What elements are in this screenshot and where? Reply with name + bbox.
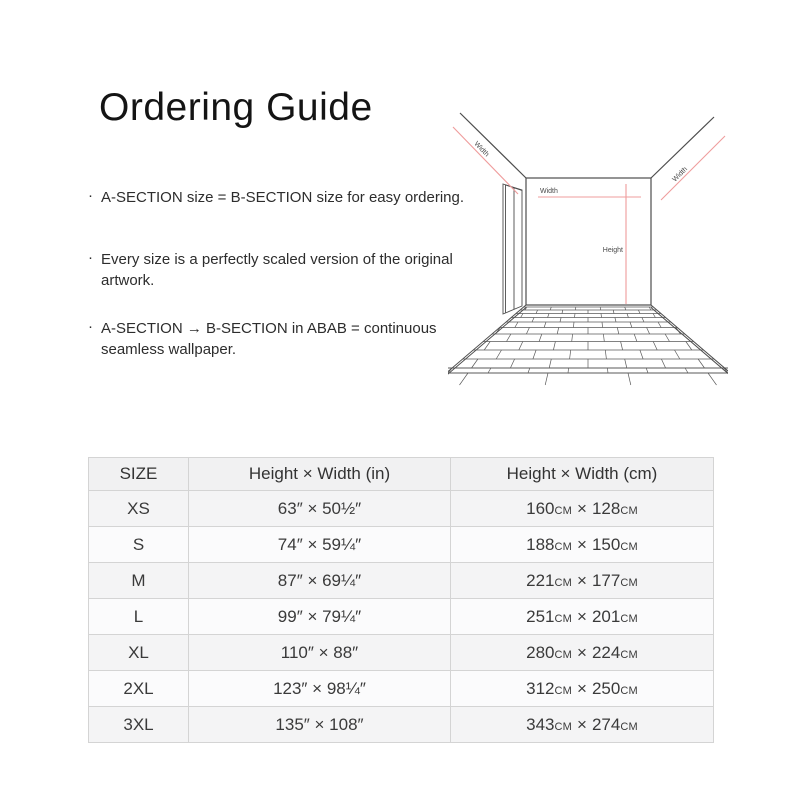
inches-cell: 123″ × 98¼″ <box>189 671 451 707</box>
table-row <box>89 491 714 527</box>
cm-cell: 221CM × 177CM <box>451 563 714 599</box>
table-row <box>89 599 714 635</box>
door <box>503 184 522 314</box>
bullet-text: A-SECTION size = B-SECTION size for easy ordering. <box>101 189 465 206</box>
width-label-back: Width <box>540 188 558 195</box>
inches-cell: 135″ × 108″ <box>189 707 451 743</box>
table-row <box>89 527 714 563</box>
inches-cell: 63″ × 50½″ <box>189 491 451 527</box>
bullet-item-ordering <box>88 187 464 208</box>
cm-cell: 280CM × 224CM <box>451 635 714 671</box>
bullet-marker: · <box>88 249 93 266</box>
size-cell: 2XL <box>89 671 189 707</box>
table-row <box>89 635 714 671</box>
bullet-text-line1: A-SECTION → B-SECTION in ABAB = continuous <box>101 320 437 337</box>
cm-cell: 251CM × 201CM <box>451 599 714 635</box>
cm-cell: 160CM × 128CM <box>451 491 714 527</box>
bullet-item-seamless <box>88 318 437 360</box>
table-row <box>89 707 714 743</box>
table-row <box>89 671 714 707</box>
width-line-right-wall <box>661 136 725 200</box>
cm-cell: 312CM × 250CM <box>451 671 714 707</box>
bullet-text-line2: artwork. <box>101 272 155 289</box>
table-row <box>89 563 714 599</box>
inches-cell: 74″ × 59¼″ <box>189 527 451 563</box>
bullet-text-line2: seamless wallpaper. <box>101 341 237 358</box>
room-dimension-illustration <box>448 108 728 398</box>
inches-cell: 99″ × 79¼″ <box>189 599 451 635</box>
inches-cell: 87″ × 69¼″ <box>189 563 451 599</box>
header-size: SIZE <box>89 458 189 491</box>
size-cell: 3XL <box>89 707 189 743</box>
bullet-marker: · <box>88 318 93 335</box>
left-wall-base <box>448 305 526 383</box>
size-cell: M <box>89 563 189 599</box>
width-label-left: Width <box>472 140 491 159</box>
right-wall-base <box>651 305 728 382</box>
bullet-marker: · <box>88 187 93 204</box>
floor-step-lines <box>448 368 728 373</box>
table-header-row <box>89 458 714 491</box>
cm-cell: 188CM × 150CM <box>451 527 714 563</box>
bullet-text-line1: Every size is a perfectly scaled version of the original <box>101 251 453 268</box>
page-title: Ordering Guide <box>99 86 373 129</box>
header-inches: Height × Width (in) <box>189 458 451 491</box>
inches-cell: 110″ × 88″ <box>189 635 451 671</box>
size-table <box>88 457 714 743</box>
size-cell: S <box>89 527 189 563</box>
size-cell: XL <box>89 635 189 671</box>
bullet-item-scaled <box>88 249 453 291</box>
cm-cell: 343CM × 274CM <box>451 707 714 743</box>
size-cell: XS <box>89 491 189 527</box>
width-label-right: Width <box>671 165 690 184</box>
header-cm: Height × Width (cm) <box>451 458 714 491</box>
size-cell: L <box>89 599 189 635</box>
height-label: Height <box>602 247 623 254</box>
